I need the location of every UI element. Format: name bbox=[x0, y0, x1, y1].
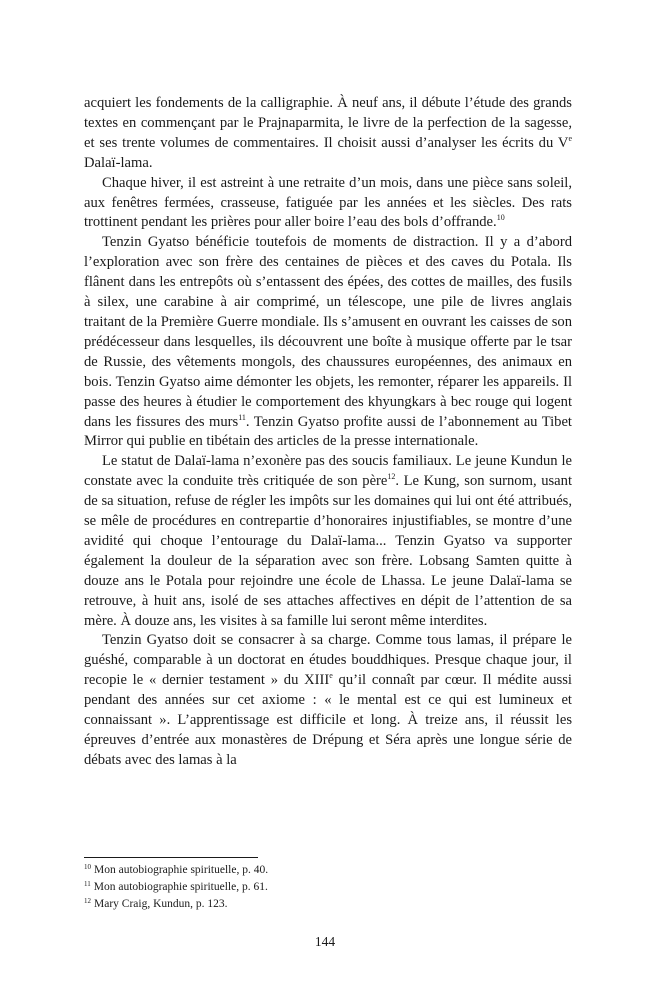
footnote-12 bbox=[84, 896, 572, 913]
footnotes bbox=[84, 862, 572, 913]
footnote-divider bbox=[84, 857, 258, 858]
footnote-ref-12[interactable]: 12 bbox=[387, 472, 396, 482]
footnote-ref-11[interactable]: 11 bbox=[238, 412, 246, 422]
paragraph-text: Tenzin Gyatso bénéficie toutefois de moments de distraction. Il y a d’abord l’exploration avec son frère des centaines de pièces et des caves du Potala. Ils flânent dans les entrepôts où s’entassent des épées, des cottes de mailles, des fusils à silex, une carabine à air comprimé, un télescope, une pile de livres anglais traitant de la Première Guerre mondiale. Ils s’amusent en ouvrant les caisses de son prédécesseur dans lesquelles, ils découvrent une boîte à musique offerte par le tsar de Russie, des vêtements mongols, des chaussures européennes, des animaux en bois. Tenzin Gyatso aime démonter les objets, les remonter, réparer les appareils. Il passe des heures à étudier le comportement des khyungkars à bec rouge qui logent dans les fissures des murs bbox=[84, 234, 572, 430]
page-number: 144 bbox=[314, 934, 336, 949]
paragraph-text: . Tenzin Gyatso profite aussi de l’abonnement au Tibet Mirror qui publie en tibétain des articles de la presse internationale. bbox=[84, 413, 572, 450]
paragraph-text: Dalaï-lama. bbox=[84, 154, 153, 171]
footnote-text: Mary Craig, Kundun, p. 123. bbox=[94, 898, 228, 910]
paragraph-text: acquiert les fondements de la calligraphie. À neuf ans, il débute l’étude des grands textes en commençant par le Prajnaparmita, le livre de la perfection de la sagesse, et ses trente volumes de commentaires. Il choisit aussi d’analyser les écrits du V bbox=[84, 95, 572, 151]
paragraph-text: . Le Kung, son surnom, usant de sa situation, refuse de régler les impôts sur les domaines qui lui ont été attribués, se mêle de procédures en contrepartie d’honoraires injustifiables, se montre d’une avidité qui choque l’entourage du Dalaï-lama... Tenzin Gyatso va supporter également la douleur de la séparation avec son frère. Lobsang Samten quitte à douze ans le Potala pour rejoindre une école de Lhassa. Le jeune Dalaï-lama se retrouve, à huit ans, isolé de ses attaches affectives en dépit de l’attention de sa mère. À douze ans, les visites à sa famille lui seront même interdites. bbox=[84, 473, 573, 629]
ordinal-superscript: e bbox=[568, 133, 572, 143]
footnote-number: 12 bbox=[84, 897, 91, 905]
footnote-text: Mon autobiographie spirituelle, p. 40. bbox=[94, 864, 269, 876]
paragraph-5 bbox=[84, 631, 572, 770]
paragraph-text: qu’il connaît par cœur. Il médite aussi pendant des années sur cet axiome : « le mental est ce qui est lumineux et connaissant ». L’apprentissage est difficile et long. À treize ans, il réussit les épreuves d’entrée aux monastères de Drépung et Séra après une longue série de débats avec des lamas à la bbox=[84, 672, 572, 768]
paragraph-text: Chaque hiver, il est astreint à une retraite d’un mois, dans une pièce sans soleil, aux fenêtres fermées, crasseuse, fatiguée par les années et les siècles. Des rats trottinent pendant les prières pour aller boire l’eau des bols d’offrande. bbox=[84, 174, 572, 231]
paragraph-2 bbox=[84, 174, 572, 234]
footnote-number: 10 bbox=[84, 863, 91, 871]
ordinal-superscript: e bbox=[329, 671, 333, 681]
footnote-10 bbox=[84, 862, 572, 879]
footnote-number: 11 bbox=[84, 880, 91, 888]
footnote-11 bbox=[84, 879, 572, 896]
footnote-text: Mon autobiographie spirituelle, p. 61. bbox=[93, 881, 268, 893]
paragraph-text: Le statut de Dalaï-lama n’exonère pas des soucis familiaux. Le jeune Kundun le constate avec la conduite très critiquée de son père bbox=[84, 453, 572, 490]
footnote-ref-10[interactable]: 10 bbox=[496, 213, 505, 223]
paragraph-text: Tenzin Gyatso doit se consacrer à sa charge. Comme tous lamas, il prépare le guéshé, comparable à un doctorat en études bouddhiques. Presque chaque jour, il recopie le « dernier testament » du XIII bbox=[84, 632, 572, 689]
page-body bbox=[84, 94, 572, 771]
paragraph-3 bbox=[84, 233, 572, 452]
paragraph-1 bbox=[84, 94, 572, 174]
paragraph-4 bbox=[84, 452, 572, 631]
